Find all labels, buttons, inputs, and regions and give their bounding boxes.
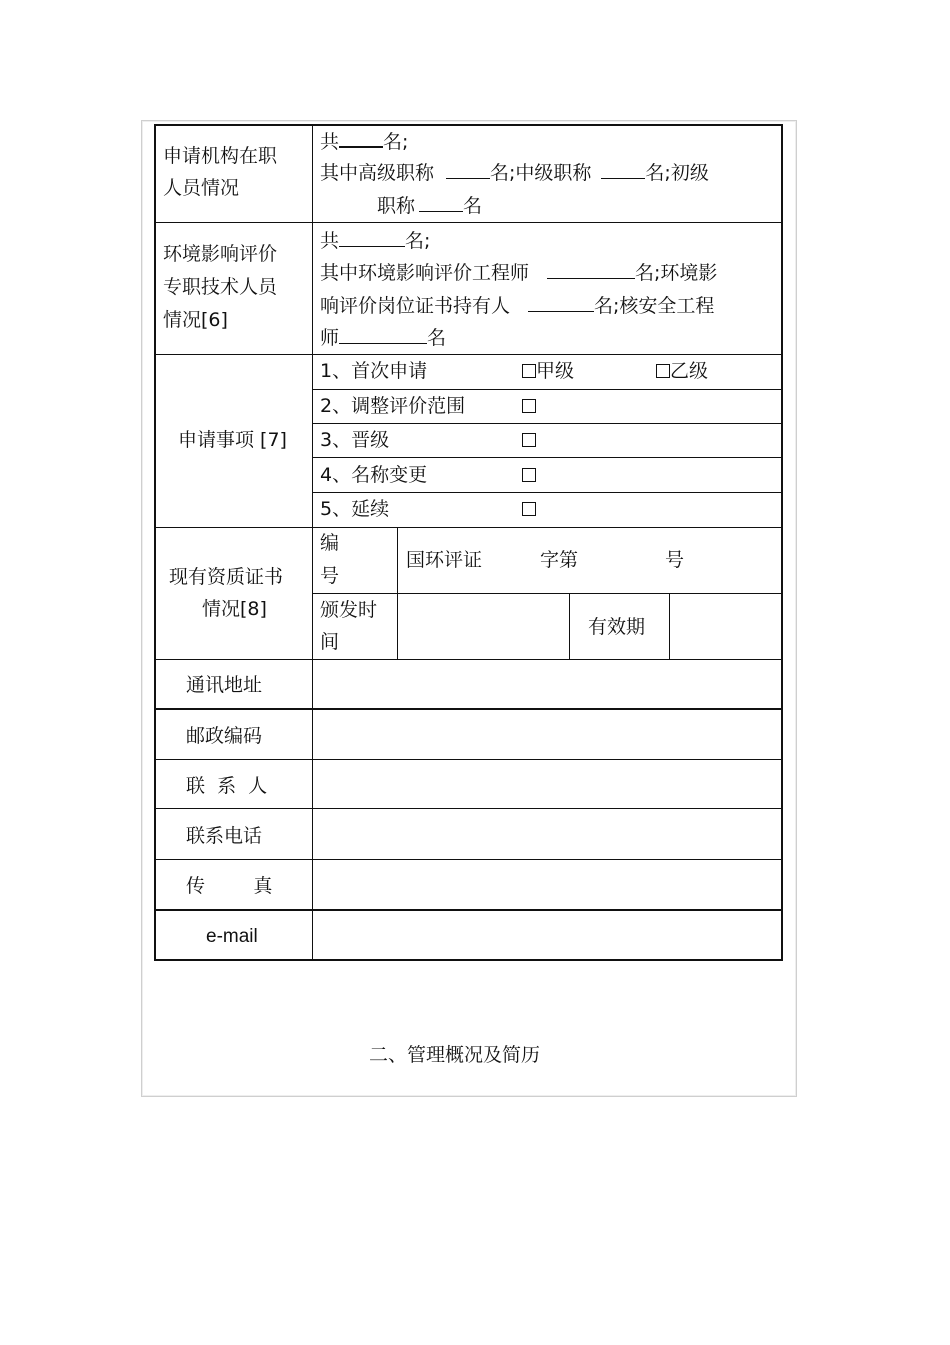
section-title: 二、管理概况及简历 xyxy=(369,1044,541,1066)
application-item-5: 5、延续 xyxy=(320,498,390,520)
tech-engineer-line: 其中环境影响评价工程师 名;环境影 xyxy=(320,262,718,284)
tech-total-line: 共 名; xyxy=(320,230,431,252)
engineer-blank[interactable] xyxy=(547,260,635,279)
checkbox-grade-a[interactable] xyxy=(522,364,536,378)
application-label: 申请事项 [7] xyxy=(178,429,287,451)
tech-label-line-2: 专职技术人员 xyxy=(163,276,278,298)
validity-label: 有效期 xyxy=(588,616,646,638)
checkbox-grade-b[interactable] xyxy=(656,364,670,378)
senior-title-blank[interactable] xyxy=(446,160,490,179)
tech-label-line-1: 环境影响评价 xyxy=(163,243,278,265)
certificate-holder-blank[interactable] xyxy=(528,293,594,312)
certificate-label-line-1: 现有资质证书 xyxy=(169,566,284,588)
option-item-2[interactable] xyxy=(522,395,536,417)
address-field[interactable] xyxy=(314,661,780,707)
address-label: 通讯地址 xyxy=(186,674,263,696)
staff-label-line-1: 申请机构在职 xyxy=(163,145,278,167)
nuclear-engineer-blank[interactable] xyxy=(339,325,427,344)
option-item-4[interactable] xyxy=(522,464,536,486)
middle-title-blank[interactable] xyxy=(601,160,645,179)
junior-title-blank[interactable] xyxy=(419,193,463,212)
issue-date-field[interactable] xyxy=(399,595,569,659)
checkbox-item-3[interactable] xyxy=(522,433,536,447)
issue-label-line-2: 间 xyxy=(320,631,340,653)
checkbox-item-2[interactable] xyxy=(522,399,536,413)
certificate-number-prefix: 国环评证 xyxy=(406,549,483,571)
staff-total-line: 共 名; xyxy=(320,128,408,153)
application-item-2: 2、调整评价范围 xyxy=(320,395,466,417)
number-label-line-2: 号 xyxy=(320,565,340,587)
email-field[interactable] xyxy=(314,912,780,958)
phone-label: 联系电话 xyxy=(186,825,263,847)
tech-certificate-line: 响评价岗位证书持有人 名;核安全工程 xyxy=(320,295,715,317)
postcode-label: 邮政编码 xyxy=(186,725,263,747)
fax-label: 传 真 xyxy=(186,875,273,897)
application-item-1: 1、首次申请 xyxy=(320,360,428,382)
postcode-field[interactable] xyxy=(314,711,780,758)
phone-field[interactable] xyxy=(314,810,780,858)
number-label-line-1: 编 xyxy=(320,532,340,554)
certificate-number-mid: 字第 xyxy=(540,549,579,571)
staff-label-line-2: 人员情况 xyxy=(163,177,240,199)
issue-label-line-1: 颁发时 xyxy=(320,599,378,621)
checkbox-item-5[interactable] xyxy=(522,502,536,516)
email-label: e-mail xyxy=(206,926,258,947)
tech-total-blank[interactable] xyxy=(339,228,405,247)
tech-nuclear-line: 师 名 xyxy=(320,327,447,349)
staff-total-blank[interactable] xyxy=(339,128,383,148)
application-item-4: 4、名称变更 xyxy=(320,464,428,486)
fax-field[interactable] xyxy=(314,861,780,908)
option-grade-a[interactable]: 甲级 xyxy=(522,360,574,382)
option-item-3[interactable] xyxy=(522,429,536,451)
tech-label-line-3: 情况[6] xyxy=(163,309,228,331)
option-item-5[interactable] xyxy=(522,498,536,520)
validity-field[interactable] xyxy=(671,595,781,659)
staff-title-line: 其中高级职称 名;中级职称 名;初级 xyxy=(320,162,709,184)
certificate-label-line-2: 情况[8] xyxy=(202,598,267,620)
application-item-3: 3、晋级 xyxy=(320,429,390,451)
checkbox-item-4[interactable] xyxy=(522,468,536,482)
contact-person-field[interactable] xyxy=(314,761,780,807)
staff-junior-line: 职称 名 xyxy=(377,195,483,217)
contact-person-label: 联 系 人 xyxy=(186,775,268,797)
option-grade-b[interactable]: 乙级 xyxy=(656,360,708,382)
certificate-number-suffix: 号 xyxy=(665,549,685,571)
